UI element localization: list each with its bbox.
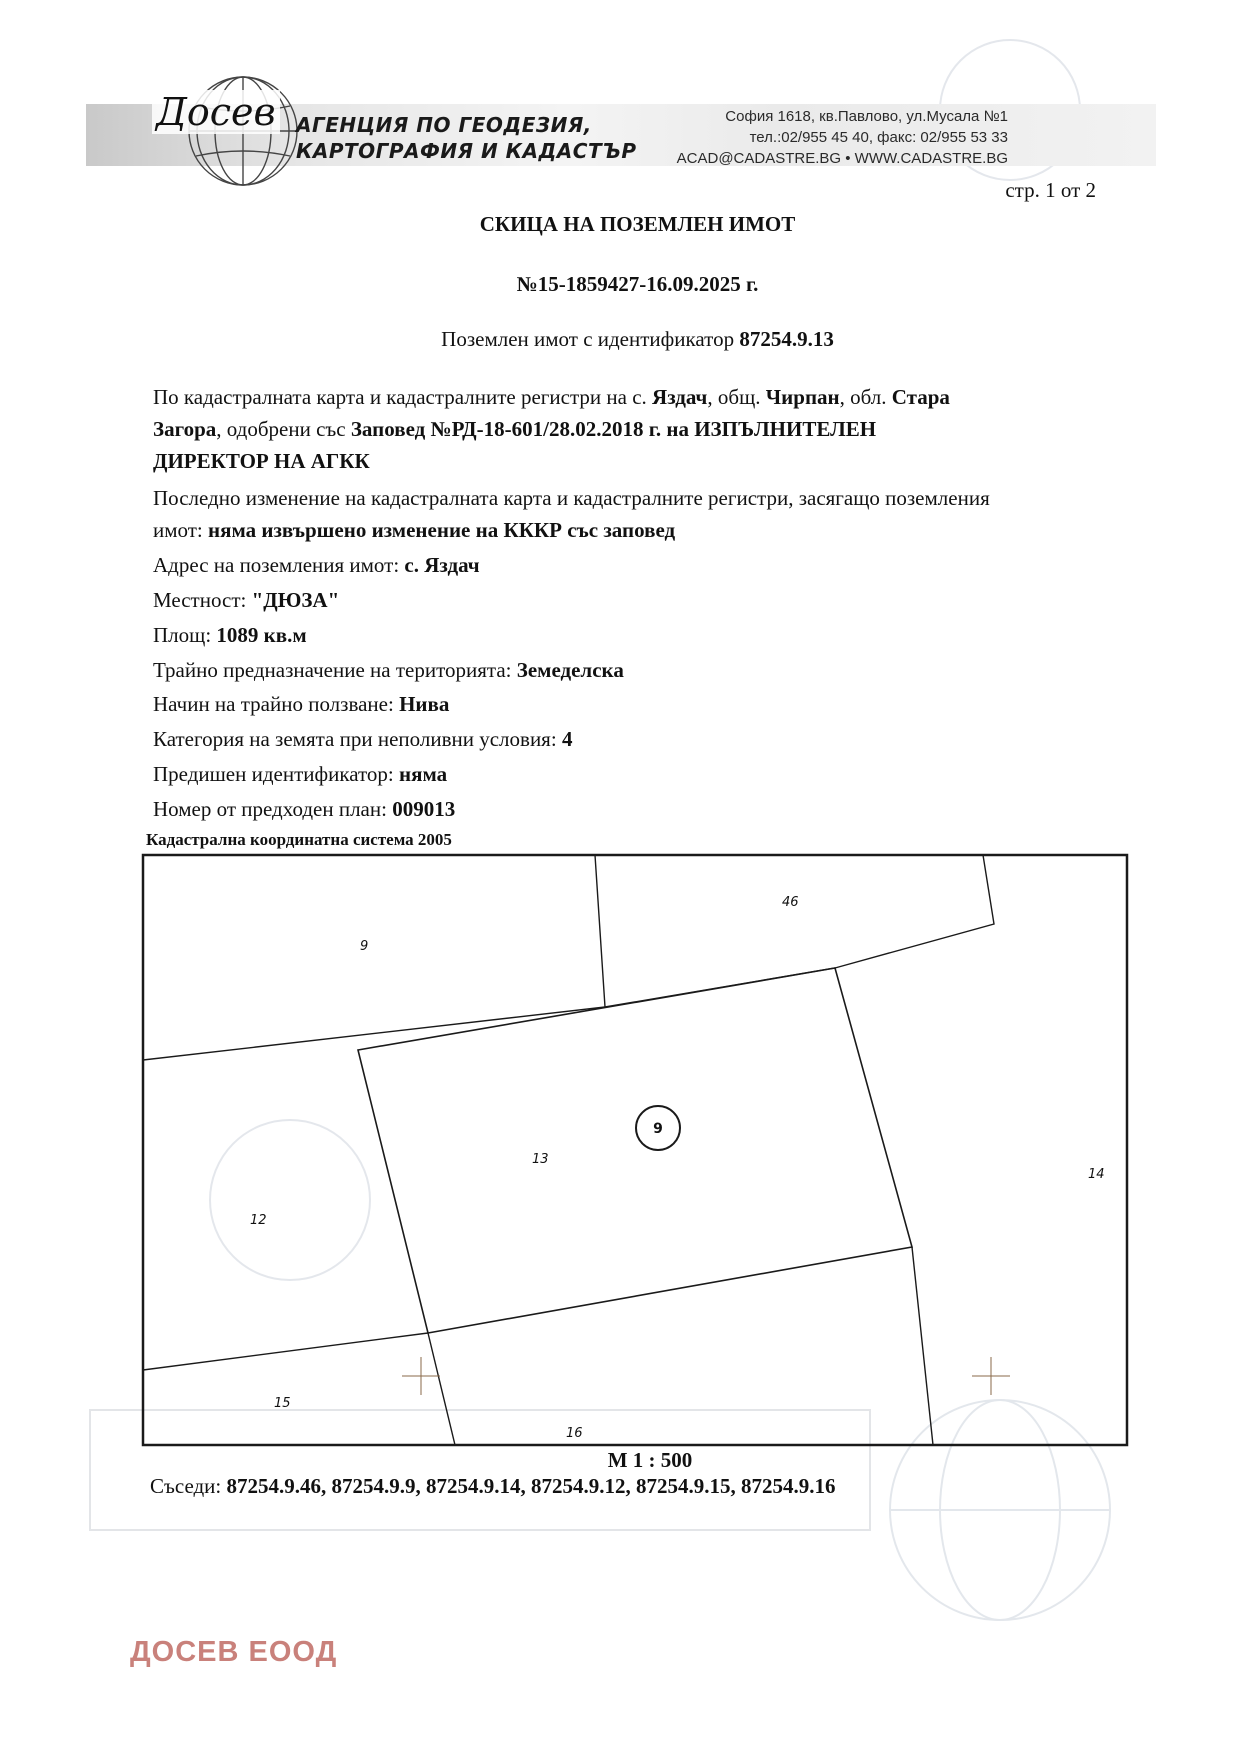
previous-plan-field: Номер от предходен план: 009013 [153, 797, 456, 821]
parcel-label-12: 12 [250, 1213, 267, 1228]
footer-company: ДОСЕВ ЕООД [130, 1636, 338, 1668]
identifier-line: Поземлен имот с идентификатор 87254.9.13 [441, 327, 834, 351]
massif-label: 9 [653, 1121, 663, 1137]
boundary-16-14 [912, 1247, 933, 1445]
cadastre-line-2: Загора, одобрени със Заповед №РД-18-601/28.02.2018 г. на ИЗПЪЛНИТЕЛЕН [153, 417, 877, 441]
contact-address: София 1618, кв.Павлово, ул.Мусала №1 [725, 108, 1008, 125]
use-field: Начин на трайно ползване: Нива [153, 692, 450, 716]
neighbors-line: Съседи: 87254.9.46, 87254.9.9, 87254.9.14, 87254.9.12, 87254.9.15, 87254.9.16 [150, 1474, 836, 1498]
parcel-label-9: 9 [360, 939, 369, 954]
survey-cross-icon [402, 1357, 1010, 1395]
neighbors-list: 87254.9.46, 87254.9.9, 87254.9.14, 87254.9.12, 87254.9.15, 87254.9.16 [226, 1474, 836, 1498]
category-field: Категория на земята при неполивни условия: 4 [153, 727, 573, 751]
last-change-line-2: имот: няма извършено изменение на КККР със заповед [153, 518, 676, 542]
cadastre-line-3: ДИРЕКТОР НА АГКК [153, 449, 370, 473]
map-scale: М 1 : 500 [607, 1448, 693, 1472]
parcel-label-14: 14 [1088, 1167, 1105, 1182]
locality-field: Местност: "ДЮЗА" [153, 588, 340, 612]
last-change-line-1: Последно изменение на кадастралната карта и кадастралните регистри, засягащо поземления [153, 486, 990, 510]
parcel-label-16: 16 [566, 1426, 583, 1441]
parcel-label-46: 46 [782, 895, 799, 910]
parcel-13-outline [358, 968, 912, 1333]
page-number: стр. 1 от 2 [1005, 178, 1096, 202]
cadastre-line-1: По кадастралната карта и кадастралните регистри на с. Яздач, общ. Чирпан, обл. Стара [153, 385, 950, 409]
area-field: Площ: 1089 кв.м [153, 623, 307, 647]
contact-email-web: ACAD@CADASTRE.BG • WWW.CADASTRE.BG [676, 150, 1008, 167]
boundary-46-north [605, 855, 994, 1007]
map-frame [143, 855, 1127, 1445]
boundary-15-16 [428, 1333, 455, 1445]
document-title: СКИЦА НА ПОЗЕМЛЕН ИМОТ [479, 212, 796, 236]
previous-id-field: Предишен идентификатор: няма [153, 762, 448, 786]
address-field: Адрес на поземления имот: с. Яздач [153, 553, 480, 577]
identifier-value: 87254.9.13 [739, 327, 834, 351]
contact-phone: тел.:02/955 45 40, факс: 02/955 53 33 [749, 129, 1008, 146]
document-number: №15-1859427-16.09.2025 г. [516, 272, 759, 296]
purpose-field: Трайно предназначение на територията: Земеделска [153, 658, 624, 682]
parcel-label-13: 13 [532, 1152, 549, 1167]
boundary-9-46 [143, 855, 605, 1060]
coordinate-system-label: Кадастрална координатна система 2005 [146, 830, 452, 849]
agency-name: АГЕНЦИЯ ПО ГЕОДЕЗИЯ, КАРТОГРАФИЯ И КАДАСТЪР [296, 113, 637, 163]
logo-wordmark: Досев [152, 90, 280, 134]
boundary-12-15 [143, 1333, 428, 1370]
parcel-label-15: 15 [274, 1396, 291, 1411]
